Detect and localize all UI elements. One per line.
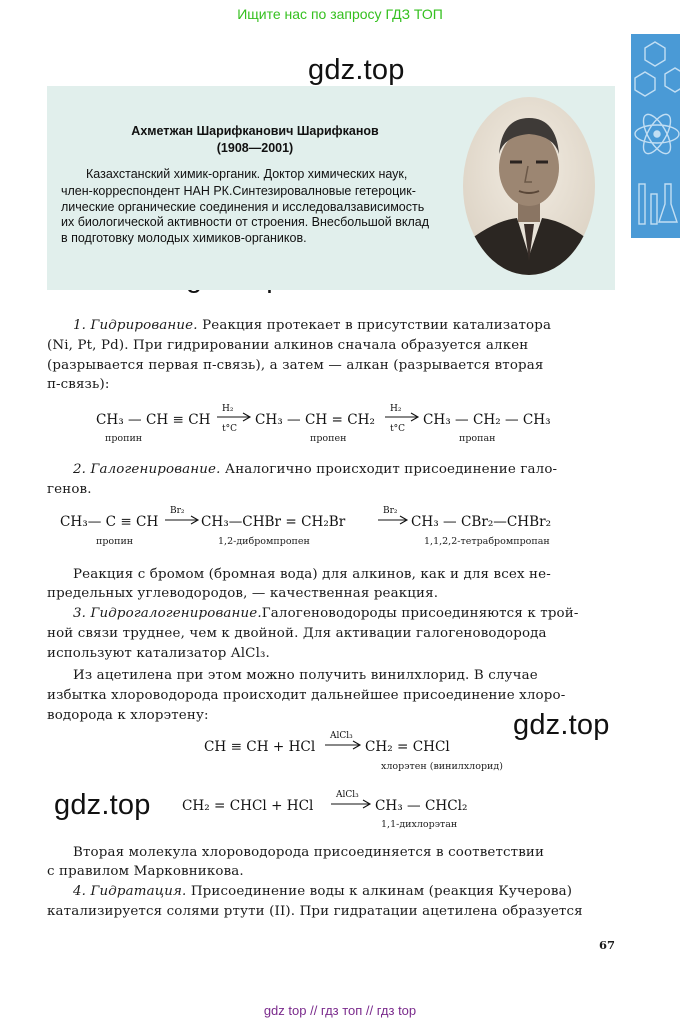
paragraph-line: [73, 884, 572, 899]
equation-2-arrow1-top: Br₂: [170, 506, 185, 516]
equation-1-arrow1-bottom: t°C: [222, 424, 238, 434]
paragraph-line: избытка хлороводорода происходит дальнейшее присоединение хлоро-: [47, 688, 566, 703]
top-banner[interactable]: Ищите нас по запросу ГДЗ ТОП: [237, 6, 443, 22]
watermark-4: gdz.top: [54, 789, 151, 821]
bio-text-line: член-корреспондент НАН РК.Синтезировалновые гетероцик-: [61, 184, 416, 198]
text-span: Аналогично происходит присоединение гало-: [224, 462, 558, 477]
paragraph-line: [73, 606, 579, 621]
section-title-hydrogenation: 1. Гидрирование.: [73, 318, 198, 333]
equation-1-label-propane: пропан: [459, 433, 496, 444]
equation-2-arrow2-top: Br₂: [383, 506, 398, 516]
equation-4-product: CH₃ — CHCl₂: [375, 798, 468, 814]
equation-1-arrow2-top: H₂: [390, 404, 402, 414]
molecule-pattern-icon: [631, 34, 680, 238]
paragraph-line: генов.: [47, 482, 92, 497]
paragraph-line: [73, 318, 551, 333]
portrait-photo: [462, 96, 596, 276]
bio-text-line: Казахстанский химик-органик. Доктор химических наук,: [86, 167, 408, 181]
watermark-1: gdz.top: [308, 54, 405, 86]
paragraph-line: предельных углеводородов, — качественная реакция.: [47, 586, 439, 601]
reaction-arrow-icon: [324, 740, 362, 750]
bio-text-line: в подготовку молодых химиков-органиков.: [61, 231, 307, 245]
equation-1-product: CH₃ — CH₂ — CH₃: [423, 412, 551, 428]
text-span: Реакция протекает в присутствии катализатора: [202, 318, 552, 333]
equation-1-arrow2-bottom: t°C: [390, 424, 406, 434]
equation-2-label-tetrabromopropane: 1,1,2,2-тетрабромпропан: [424, 536, 550, 547]
reaction-arrow-icon: [216, 412, 252, 422]
equation-1-intermediate: CH₃ — CH = CH₂: [255, 412, 375, 428]
page-number: 67: [599, 938, 616, 952]
equation-4-label-dichloroethane: 1,1-дихлорэтан: [381, 819, 458, 830]
paragraph-line: [73, 462, 557, 477]
equation-3-reactants: CH ≡ CH + HCl: [204, 739, 316, 755]
equation-2-label-propyne: пропин: [96, 536, 134, 547]
paragraph-line: водорода к хлорэтену:: [47, 708, 209, 723]
equation-2-reactant: CH₃— C ≡ CH: [60, 514, 159, 530]
text-span: Присоединение воды к алкинам (реакция Кучерова): [190, 884, 573, 899]
equation-2-product: CH₃ — CBr₂—CHBr₂: [411, 514, 552, 530]
bio-years: (1908—2001): [216, 141, 294, 155]
equation-2-label-dibromopropene: 1,2-дибромпропен: [218, 536, 310, 547]
paragraph-line: Реакция с бромом (бромная вода) для алкинов, как и для всех не-: [73, 567, 551, 582]
text-span: Галогеноводороды присоединяются к трой-: [261, 606, 579, 621]
paragraph-line: ной связи труднее, чем к двойной. Для активации галогеноводорода: [47, 626, 547, 641]
reaction-arrow-icon: [377, 515, 409, 525]
equation-1-reactant: CH₃ — CH ≡ CH: [96, 412, 211, 428]
decorative-chemistry-strip: [631, 34, 680, 238]
section-title-hydration: 4. Гидратация.: [73, 884, 187, 899]
paragraph-line: катализируется солями ртути (II). При гидратации ацетилена образуется: [47, 904, 583, 919]
equation-3-arrow-top: AlCl₃: [330, 731, 353, 741]
paragraph-line: с правилом Марковникова.: [47, 864, 244, 879]
paragraph-line: используют катализатор AlCl₃.: [47, 646, 270, 661]
equation-4-reactants: CH₂ = CHCl + HCl: [182, 798, 314, 814]
equation-4-arrow-top: AlCl₃: [336, 790, 359, 800]
equation-1-label-propene: пропен: [310, 433, 347, 444]
paragraph-line: Вторая молекула хлороводорода присоединяется в соответствии: [73, 845, 545, 860]
equation-3-product: CH₂ = CHCl: [365, 739, 450, 755]
bio-name: Ахметжан Шарифканович Шарифканов: [131, 124, 379, 138]
equation-2-intermediate: CH₃—CHBr = CH₂Br: [201, 514, 346, 530]
section-title-halogenation: 2. Галогенирование.: [73, 462, 221, 477]
paragraph-line: (разрывается первая π-связь), а затем — алкан (разрывается вторая: [47, 358, 544, 373]
equation-1-label-propyne: пропин: [105, 433, 143, 444]
watermark-3: gdz.top: [513, 709, 610, 741]
equation-3-label-vinyl-chloride: хлорэтен (винилхлорид): [381, 761, 503, 772]
paragraph-line: π-связь):: [47, 377, 110, 392]
bottom-banner[interactable]: gdz top // гдз топ // гдз top: [263, 1003, 417, 1018]
section-title-hydrohalogenation: 3. Гидрогалогенирование.: [73, 606, 262, 621]
bio-text-line: лические органические соединения и исследовалзависимость: [61, 200, 425, 214]
bio-text-line: их биологической активности от строения. Внесбольшой вклад: [61, 215, 429, 229]
paragraph-line: Из ацетилена при этом можно получить винилхлорид. В случае: [73, 668, 538, 683]
paragraph-line: (Ni, Pt, Pd). При гидрировании алкинов сначала образуется алкен: [47, 338, 529, 353]
reaction-arrow-icon: [330, 799, 372, 809]
reaction-arrow-icon: [384, 412, 420, 422]
equation-1-arrow1-top: H₂: [222, 404, 234, 414]
reaction-arrow-icon: [164, 515, 200, 525]
